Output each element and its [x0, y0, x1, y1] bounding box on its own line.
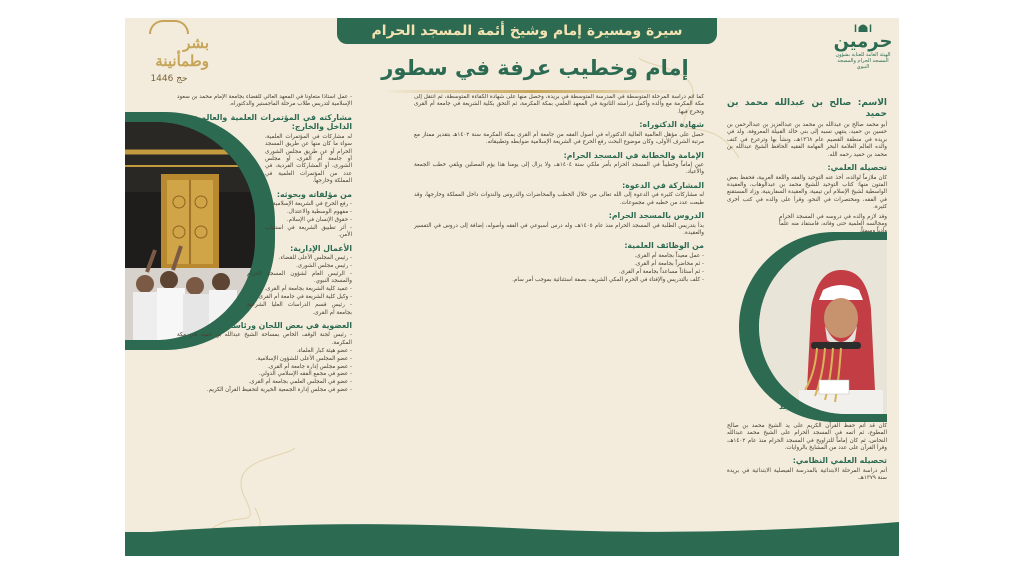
formal-education-heading: تحصيله العلمي النظامي: [792, 456, 887, 466]
list-item: - أثر تطبيق الشريعة في استتباب الأمن. [265, 225, 352, 240]
education-text: كان ملازماً لوالده، أخذ عنه التوحيد والفقه واللغة العربية، فحفظ بعض المتون منها: كتاب التوحيد للشيخ محمد بن عبدالوهاب، والعقيدة الواسطية لشيخ الإسلام ابن تيمية، والعقيدة السفارينية، وزاد المستقنع في الفقه، ومختصرات في النحو، وقرأ على والده في كتب أخرى كثيرة. [727, 174, 887, 211]
lessons-text: بدأ بتدريس الطلبة في المسجد الحرام منذ عام ١٤٠٥هـ، وله درس أسبوعي في الفقه وأصوله، إضافة إلى دروس في التفسير والعقيدة. [414, 222, 704, 237]
imam-text: عين إماماً وخطيباً في المسجد الحرام بأمر ملكي سنة ١٤٠٤هـ، ولا يزال إلى يومنا هذا يؤم المصلين ويلقي خطب الجمعة والأعياد. [414, 162, 704, 176]
hajj-campaign-logo: بشر وطمأنينة حج 1446 [129, 18, 209, 84]
quran-text: كان قد أتم حفظ القرآن الكريم على يد الشيخ محمد بن صالح المطوع، ثم أتمه في المسجد الحرام على الشيخ محمد عبدالله النحاس، ثم كان إماماً للتراويح في المسجد الحرام منذ عام ١٤٠٢هـ، وقرأ القرآن على عدد من المشايخ بالروايات. [727, 422, 887, 451]
admin-list [177, 255, 352, 317]
footer-band [125, 532, 899, 556]
imam-heading: الإمامة والخطابة في المسجد الحرام: [563, 150, 704, 160]
list-item: - عمل معيداً بجامعة أم القرى. [414, 253, 704, 260]
arch-icon [149, 20, 189, 34]
imam-portrait-image [759, 240, 887, 414]
header-ribbon [337, 18, 717, 44]
list-item: - رفع الحرج في الشريعة الإسلامية. [265, 201, 352, 208]
ribbon-title: سيرة ومسيرة إمام وشيخ أئمة المسجد الحرام [371, 23, 683, 39]
phd-heading: شهادة الدكتوراه: [639, 120, 704, 130]
column-middle [414, 94, 704, 546]
books-heading: من مؤلفاته وبحوثه: [276, 189, 352, 199]
intro-text: كما أتم دراسة المرحلة المتوسطة في المدرسة المتوسطة في بريدة، وحصل منها على شهادة الكفاءة المتوسطة، ثم انتقل إلى مكة المكرمة مع والده وأكمل دراسته الثانوية في المعهد العلمي بمكة المكرمة، ثم التحق بكلية الشريعة في جامعة أم القرى وتخرج فيها. [414, 94, 704, 115]
list-item: - رئيس لجنة الوقف الخاص بمساحة الشيخ عبدالله بن حميد في مكة المكرمة. [177, 332, 352, 347]
conferences-text: له مشاركات في المؤتمرات العلمية، سواء ما كان منها عن طريق المسجد الحرام أو عن طريق مجلس الشورى أو جامعة أم القرى، أو مجلس الشورى، أو المشاركات الفردية، في عدد من المؤتمرات العلمية في المملكة وخارجها. [265, 133, 352, 185]
list-item: - رئيس مجلس الشورى. [247, 263, 352, 270]
list-item: - ثم محاضراً بجامعة أم القرى. [414, 261, 704, 268]
list-item: - رئيس المجلس الأعلى للقضاء. [247, 255, 352, 262]
list-item: - مفهوم الوسطية والاعتدال. [265, 209, 352, 216]
list-item: - رئيس قسم الدراسات العليا الشرعية بجامعة أم القرى. [247, 302, 352, 317]
conferences-heading: مشاركته في المؤتمرات العلمية والعالمية في الداخل والخارج: [177, 112, 352, 132]
list-item: - عضو هيئة كبار العلماء. [177, 348, 352, 355]
imam-photo-frame [739, 232, 887, 422]
page-title: إمام وخطيب عرفة في سطور [381, 56, 689, 80]
list-item: - عضو في مجمع الفقه الإسلامي الدولي. [177, 371, 352, 378]
formal-education-text: أتم دراسة المرحلة الابتدائية بالمدرسة الفيصلية الابتدائية في بريدة سنة ١٣٧٩هـ. [727, 467, 887, 482]
name-text: أبو محمد صالح بن عبدالله بن محمد بن عبدالعزيز بن عبدالرحمن بن حسين بن حميد، ينتهي نسبه إلى بني خالد القبيلة المعروفة. ولد في بريدة في منطقة القصيم عام ١٣٦٨هـ، ونشأ بها وترعرع في كنف والده العالم العلامة البحر الفهامة الفقيه الحافظ الشيخ عبدالله بن محمد بن حميد رحمه الله. [727, 122, 887, 158]
list-item: - عضو مجلس إدارة جامعة أم القرى. [177, 364, 352, 371]
column-left [177, 94, 352, 544]
admin-heading: الأعمال الإدارية: [290, 243, 352, 253]
committees-heading: العضوية في بعض اللجان ورئاستها: [218, 320, 352, 330]
list-item: - وكيل كلية الشريعة في جامعة أم القرى. [247, 294, 352, 301]
jobs-list [414, 253, 704, 284]
list-item: - عضو في المجلس العلمي بجامعة أم القرى. [177, 379, 352, 386]
teaching-text: - عمل أستاذاً متعاوناً في المعهد العالي للقضاء بجامعة الإمام محمد بن سعود الإسلامية لتدريس طلاب مرحلة الماجستير والدكتوراه. [177, 94, 352, 108]
name-heading: الاسم: صالح بن عبدالله محمد بن حميد [727, 98, 887, 119]
committees-list [177, 332, 352, 394]
education-text-2: وقد لازم والده في دروسه في المسجد الحرام ومجالسه العلمية حتى وفاته، فاستفاد منه علماً [779, 213, 887, 227]
list-item: - كلف بالتدريس والإفتاء في الحرم المكي الشريف بصفة استثنائية بموجب أمر سام. [414, 277, 704, 284]
phd-text: حصل على مؤهل العالمية العالية الدكتوراه في أصول الفقه من جامعة أم القرى بمكة المكرمة سنة ١٤٠٢هـ بتقدير ممتاز مع مرتبة الشرف الأولى، وكان موضوع البحث رفع الحرج في الشريعة الإسلامية ضوابطه وتطبيقاته. [414, 131, 704, 146]
list-item: - حقوق الإنسان في الإسلام. [265, 217, 352, 224]
dawah-heading: المشاركة في الدعوة: [622, 180, 704, 190]
poster [125, 18, 899, 556]
dawah-text: له مشاركات كثيرة في الدعوة إلى الله تعالى من خلال الخطب والمحاضرات والدروس والندوات داخل المملكة وخارجها، وقد طبعت عدد من خطبه في مجموعات. [414, 192, 704, 206]
jobs-heading: من الوظائف العلمية: [624, 241, 704, 251]
list-item: - عميد كلية الشريعة بجامعة أم القرى. [247, 286, 352, 293]
title-divider [383, 90, 683, 93]
footer-wave [125, 518, 899, 534]
lessons-heading: الدروس بالمسجد الحرام: [608, 211, 704, 221]
books-list [177, 201, 352, 240]
education-heading: تحصيله العلمي: [827, 163, 887, 173]
haramain-logo: حرمين الهيئة العامة للعناية بشؤون المسجد الحرام والمسجد النبوي [835, 20, 891, 70]
list-item: - عضو في مجلس إدارة الجمعية الخيرية لتحفيظ القرآن الكريم. [177, 387, 352, 394]
list-item: - عضو المجلس الأعلى للشؤون الإسلامية. [177, 356, 352, 363]
list-item: - ثم أستاذاً مساعداً بجامعة أم القرى. [414, 269, 704, 276]
list-item: - الرئيس العام لشؤون المسجد الحرام والمسجد النبوي. [247, 271, 352, 286]
